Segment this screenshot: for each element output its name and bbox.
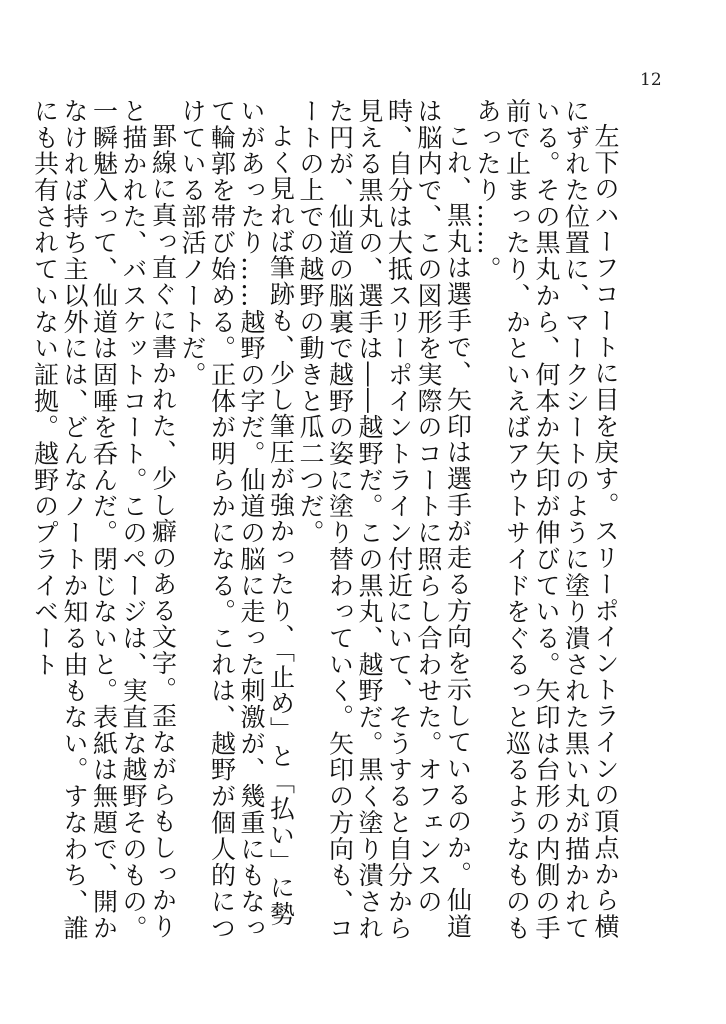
paragraph-2: これ、黒丸は選手で、矢印は選手が走る方向を示しているのか。仙道は脳内で、この図形を実際のコートに照らし合わせた。オフェンスの時、自分は大抵スリーポイントライン付近にいて、そうすると自分から見える黒丸の、選手は――越野だ。この黒丸、越野だ。黒く塗り潰された円が、仙道の脳裏で越野の姿に塗り替わっていく。矢印の方向も、コートの上での越野の動きと瓜二つだ。 <box>296 98 473 942</box>
paragraph-4: 罫線に真っ直ぐに書かれた、少し癖のある文字。歪ながらもしっかりと描かれた、バスケットコート。このページは、実直な越野そのもの。一瞬魅入って、仙道は固唾を呑んだ。閉じないと。表紙は無題で、開かなければ持ち主以外には、どんなノートか知る由もない。すなわち、誰にも共有されていない証拠。越野のプライベート <box>30 98 178 942</box>
paragraph-3: よく見れば筆跡も、少し筆圧が強かったり、「止め」と「払い」に勢いがあったり……越野の字だ。仙道の脳に走った刺激が、幾重にもなって輪郭を帯び始める。正体が明らかになる。これは、越野が個人的につけている部活ノートだ。 <box>178 98 296 942</box>
vertical-body-text <box>30 98 620 948</box>
paragraph-1: 左下のハーフコートに目を戻す。スリーポイントラインの頂点から横にずれた位置に、マークシートのように塗り潰された黒い丸が描かれている。その黒丸から、何本か矢印が伸びている。矢印は台形の内側の手前で止まったり、かといえばアウトサイドをぐるっと巡るようなものもあったり……。 <box>473 98 620 942</box>
page-number: 12 <box>640 70 662 90</box>
